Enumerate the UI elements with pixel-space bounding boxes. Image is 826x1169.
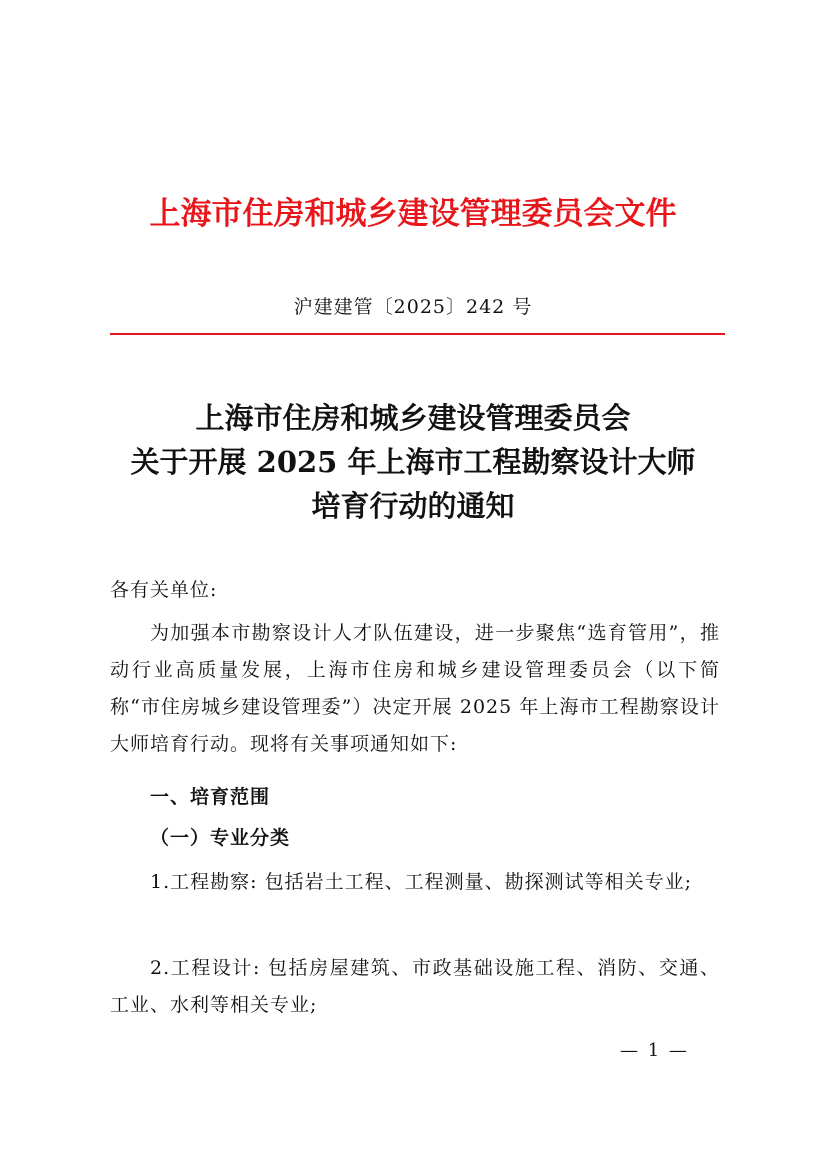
document-title [0,396,826,528]
document-number: 沪建建管〔2025〕242 号 [293,296,533,318]
salutation: 各有关单位: [110,579,218,601]
list-item-survey: 1.工程勘察: 包括岩土工程、工程测量、勘探测试等相关专业; [150,871,692,893]
red-divider-line [110,333,725,335]
page-number: — 1 — [620,1040,689,1061]
subsection-heading: （一）专业分类 [150,827,291,849]
list-item-design: 2.工程设计: 包括房屋建筑、市政基础设施工程、消防、交通、工业、水利等相关专业; [110,957,720,1016]
title-line-2: 关于开展 2025 年上海市工程勘察设计大师 [130,445,696,479]
title-line-1: 上海市住房和城乡建设管理委员会 [195,401,631,435]
title-line-3: 培育行动的通知 [311,489,515,523]
issuer-header: 上海市住房和城乡建设管理委员会文件 [149,196,677,232]
section-heading: 一、培育范围 [150,786,271,808]
intro-paragraph: 为加强本市勘察设计人才队伍建设，进一步聚焦“选育管用”，推动行业高质量发展，上海市住房和城乡建设管理委员会（以下简称“市住房城乡建设管理委”）决定开展 2025 年上海市工程勘察设计大师培育行动。现将有关事项通知如下: [110,622,720,755]
